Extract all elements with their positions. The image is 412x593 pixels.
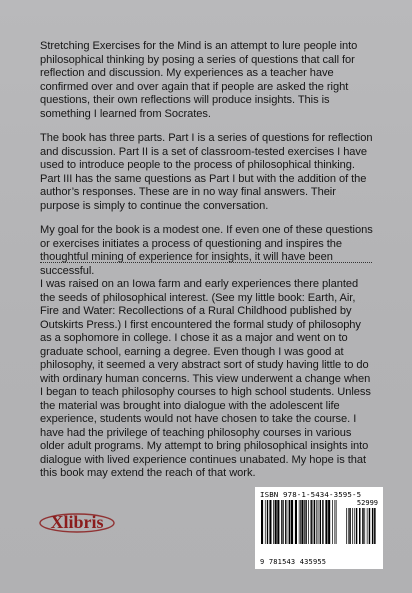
barcode-bar: [273, 500, 274, 544]
book-description: [40, 40, 375, 289]
barcode-bar: [320, 500, 321, 544]
barcode-addon-bar: [367, 508, 368, 544]
barcode-bar: [313, 500, 314, 544]
barcode-addon-bar: [348, 508, 349, 544]
barcode-bar: [283, 500, 284, 544]
barcode-bar: [311, 500, 312, 544]
barcode-bar: [291, 500, 293, 544]
barcode-bar: [318, 500, 319, 544]
publisher-logo-text: Xlibris: [50, 512, 104, 532]
barcode-bar: [332, 500, 333, 544]
dotted-divider: [40, 262, 372, 263]
barcode-bar: [305, 500, 306, 544]
bio-paragraph: I was raised on an Iowa farm and early experiences there planted the seeds of philosophical interest. (See my little book: Earth, Air, Fire and Water: Recollections of a Rural Childhood published by Outskirts Press.) I first encountered the formal study of philosophy as a sophomore in college. I chose it as a major and went on to graduate school, earning a degree. Even though I was good at philosophy, it seemed a very abstract sort of study having little to do with ordinary human concerns. This view underwent a change when I began to teach philosophy courses to high school students. Unless the material was brought into dialogue with the adolescent life experience, students would not have chosen to take the course. I have had the privilege of teaching philosophy courses in various older adult programs. My attempt to bring philosophical insights into dialogue with lived experience continues unabated. My hope is that this book may extend the reach of that work.: [40, 278, 371, 479]
barcode-bar: [301, 500, 303, 544]
isbn-barcode: [255, 487, 383, 569]
barcode-bar: [289, 500, 290, 544]
description-paragraph-3: My goal for the book is a modest one. If even one of these questions or exercises initiates a process of questioning and inspires the thoughtful mining of experience for insights, it will have been successful.: [40, 224, 373, 277]
barcode-bar: [325, 500, 327, 544]
barcode-addon-bar: [362, 508, 364, 544]
barcode-bar: [335, 500, 336, 544]
barcode-bar: [281, 500, 282, 544]
barcode-addon-bar: [352, 508, 353, 544]
price-code: 52999: [356, 499, 378, 507]
barcode-bar: [261, 500, 263, 544]
description-paragraph-1: Stretching Exercises for the Mind is an attempt to lure people into philosophical thinking by posing a series of questions that call for reflection and discussion. My experiences as a teacher have confirmed over and over again that if people are asked the right questions, their own reflections will produce insights. This is something I learned from Socrates.: [40, 40, 358, 120]
description-paragraph-2: The book has three parts. Part I is a series of questions for reflection and discussion. Part II is a set of classroom-tested exercises I have used to introduce people to the process of philosophical thinking. Part III has the same questions as Part I but with the addition of the author’s responses. These are in no way final answers. Their purpose is simply to continue the conversation.: [40, 132, 373, 212]
barcode-bar: [288, 500, 289, 544]
barcode-bar: [314, 500, 315, 544]
barcode-addon-bar: [356, 508, 358, 544]
barcode-bar: [322, 500, 323, 544]
barcode-bar: [300, 500, 301, 544]
barcode-digits: 9 781543 435955: [260, 558, 327, 566]
barcode-bar: [275, 500, 277, 544]
barcode-addon-bar: [359, 508, 361, 544]
isbn-label: ISBN 978-1-5434-3595-5: [260, 490, 362, 499]
barcode-addon-bar: [374, 508, 376, 544]
barcode-addon-bar: [364, 508, 365, 544]
barcode-bar: [336, 500, 337, 544]
barcode-bar: [308, 500, 309, 544]
barcode-bars: [260, 500, 378, 556]
barcode-addon-bar: [349, 508, 351, 544]
barcode-addon-bar: [354, 508, 355, 544]
barcode-bar: [295, 500, 297, 544]
barcode-bar: [299, 500, 300, 544]
barcode-bar: [304, 500, 305, 544]
barcode-bar: [265, 500, 266, 544]
publisher-logo: [38, 510, 116, 534]
author-bio: [40, 278, 375, 492]
barcode-addon-bar: [346, 508, 347, 544]
barcode-bar: [277, 500, 279, 544]
barcode-bar: [285, 500, 286, 544]
barcode-bar: [328, 500, 330, 544]
barcode-bar: [316, 500, 317, 544]
barcode-addon-bar: [372, 508, 374, 544]
barcode-addon-bar: [369, 508, 371, 544]
barcode-bar: [269, 500, 271, 544]
barcode-bar: [267, 500, 268, 544]
